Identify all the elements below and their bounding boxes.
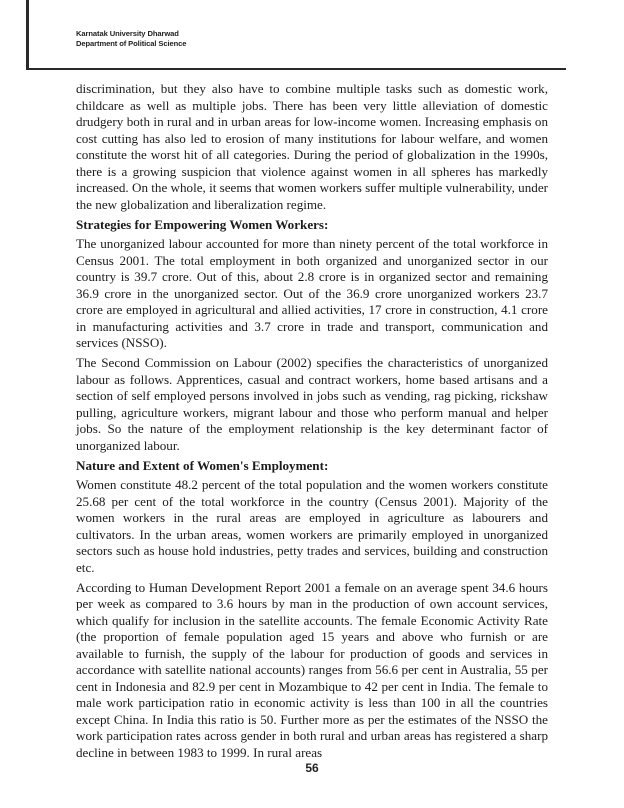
paragraph-5: According to Human Development Report 2001 a female on an average spent 34.6 hours per week as compared to 3.6 hours by man in the production of own account services, which qualify for inclusion in the satellite accounts. The female Economic Activity Rate (the proportion of female population aged 15 years and above who furnish or are available to furnish, the supply of the labour for production of goods and services in accordance with satellite national accounts) ranges from 56.6 per cent in Australia, 55 per cent in Indonesia and 82.9 per cent in Mozambique to 42 per cent in India. The female to male work participation ratio in economic activity is less than 100 in all the countries except China. In India this ratio is 50. Further more as per the estimates of the NSSO the work participation rates across gender in both rural and urban areas has registered a sharp decline in between 1983 to 1999. In rural areas [76,579,548,760]
paragraph-3: The Second Commission on Labour (2002) specifies the characteristics of unorganized labour as follows. Apprentices, casual and contract workers, home based artisans and a section of self employed persons involved in jobs such as vending, rag picking, rickshaw pulling, agriculture workers, migrant labour and those who perform manual and helper jobs. So the nature of the employment relationship is the key determinant factor of unorganized labour. [76,355,548,453]
page-number: 56 [305,761,319,775]
paragraph-4: Women constitute 48.2 percent of the total population and the women workers constitute 25.68 per cent of the total workforce in the country (Census 2001). Majority of the women workers in the rural areas are employed in agriculture as labourers and cultivators. In the urban areas, women workers are primarily employed in unorganized sectors such as house hold industries, petty trades and services, building and construction etc. [76,477,548,575]
section-heading-strategies: Strategies for Empowering Women Workers: [76,216,329,232]
paragraph-2: The unorganized labour accounted for more than ninety percent of the total workforce in Census 2001. The total employment in both organized and unorganized sector in our country is 39.7 crore. Out of this, about 2.8 crore is in organized sector and remaining 36.9 crore in the unorganized sector. Out of the 36.9 crore unorganized workers 23.7 crore are employed in agricultural and allied activities, 17 crore in construction, 4.1 crore in manufacturing activities and 3.7 crore in trade and transport, communication and services (NSSO). [76,236,548,350]
body-text [76,81,548,765]
header-text [76,29,186,49]
header-left-rule [26,0,29,70]
header-bottom-rule [26,68,566,70]
paragraph-1: discrimination, but they also have to combine multiple tasks such as domestic work, childcare as well as multiple jobs. There has been very little alleviation of domestic drudgery both in rural and in urban areas for low-income women. Increasing emphasis on cost cutting has also led to erosion of many institutions for labour welfare, and women constitute the worst hit of all categories. During the period of globalization in the 1990s, there is a growing suspicion that violence against women in all spheres has markedly increased. On the whole, it seems that women workers suffer multiple vulnerability, under the new globalization and liberalization regime. [76,81,548,212]
header-university: Karnatak University Dharwad [76,29,179,38]
header-department: Department of Political Science [76,39,187,48]
page-header [0,0,624,78]
section-heading-nature: Nature and Extent of Women's Employment: [76,457,329,473]
